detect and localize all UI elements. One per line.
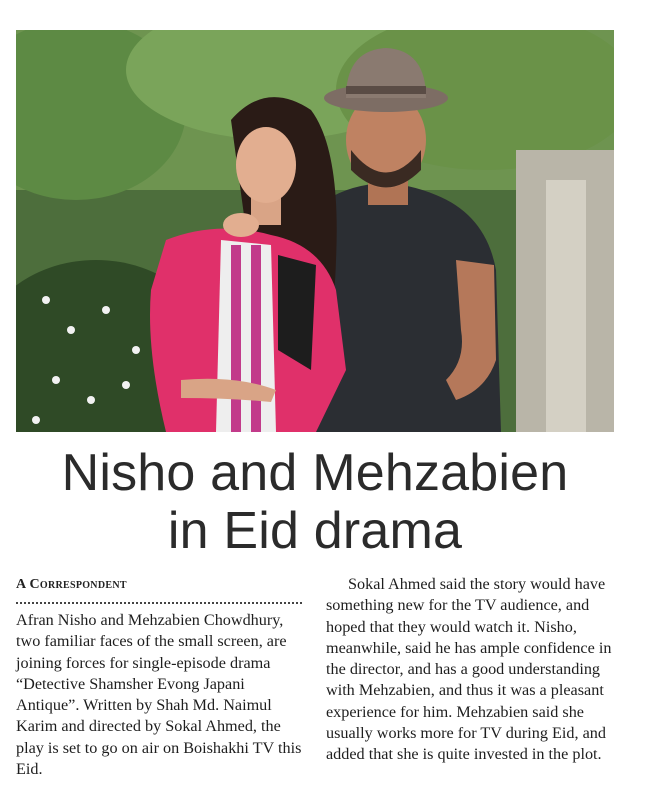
byline [16, 574, 302, 596]
article-photo [16, 30, 614, 432]
headline-line-2: in Eid drama [167, 502, 463, 560]
article-column-left [16, 574, 302, 780]
article-headline [16, 444, 614, 560]
article-paragraph-2: Sokal Ahmed said the story would have something new for the TV audience, and hoped that they would watch it. Nisho, meanwhile, said he has ample confidence in the director, and has a good understanding with Mehzabien, and thus it was a pleasant experience for him. Mehzabien said she usually works more for TV during Eid, and added that she is quite invested in the plot. [326, 575, 612, 764]
byline-divider [16, 602, 302, 604]
headline-line-1: Nisho and Mehzabien [61, 444, 569, 502]
article-column-right [326, 574, 626, 766]
photo-illustration [16, 30, 614, 432]
byline-title: Correspondent [29, 577, 127, 592]
article-paragraph-1: Afran Nisho and Mehzabien Chowdhury, two familiar faces of the small screen, are joining forces for single-episode drama “Detective Shamsher Evong Japani Antique”. Written by Shah Md. Naimul Karim and directed by Sokal Ahmed, the play is set to go on air on Boishakhi TV this Eid. [16, 611, 302, 779]
byline-initial: A [16, 577, 26, 592]
